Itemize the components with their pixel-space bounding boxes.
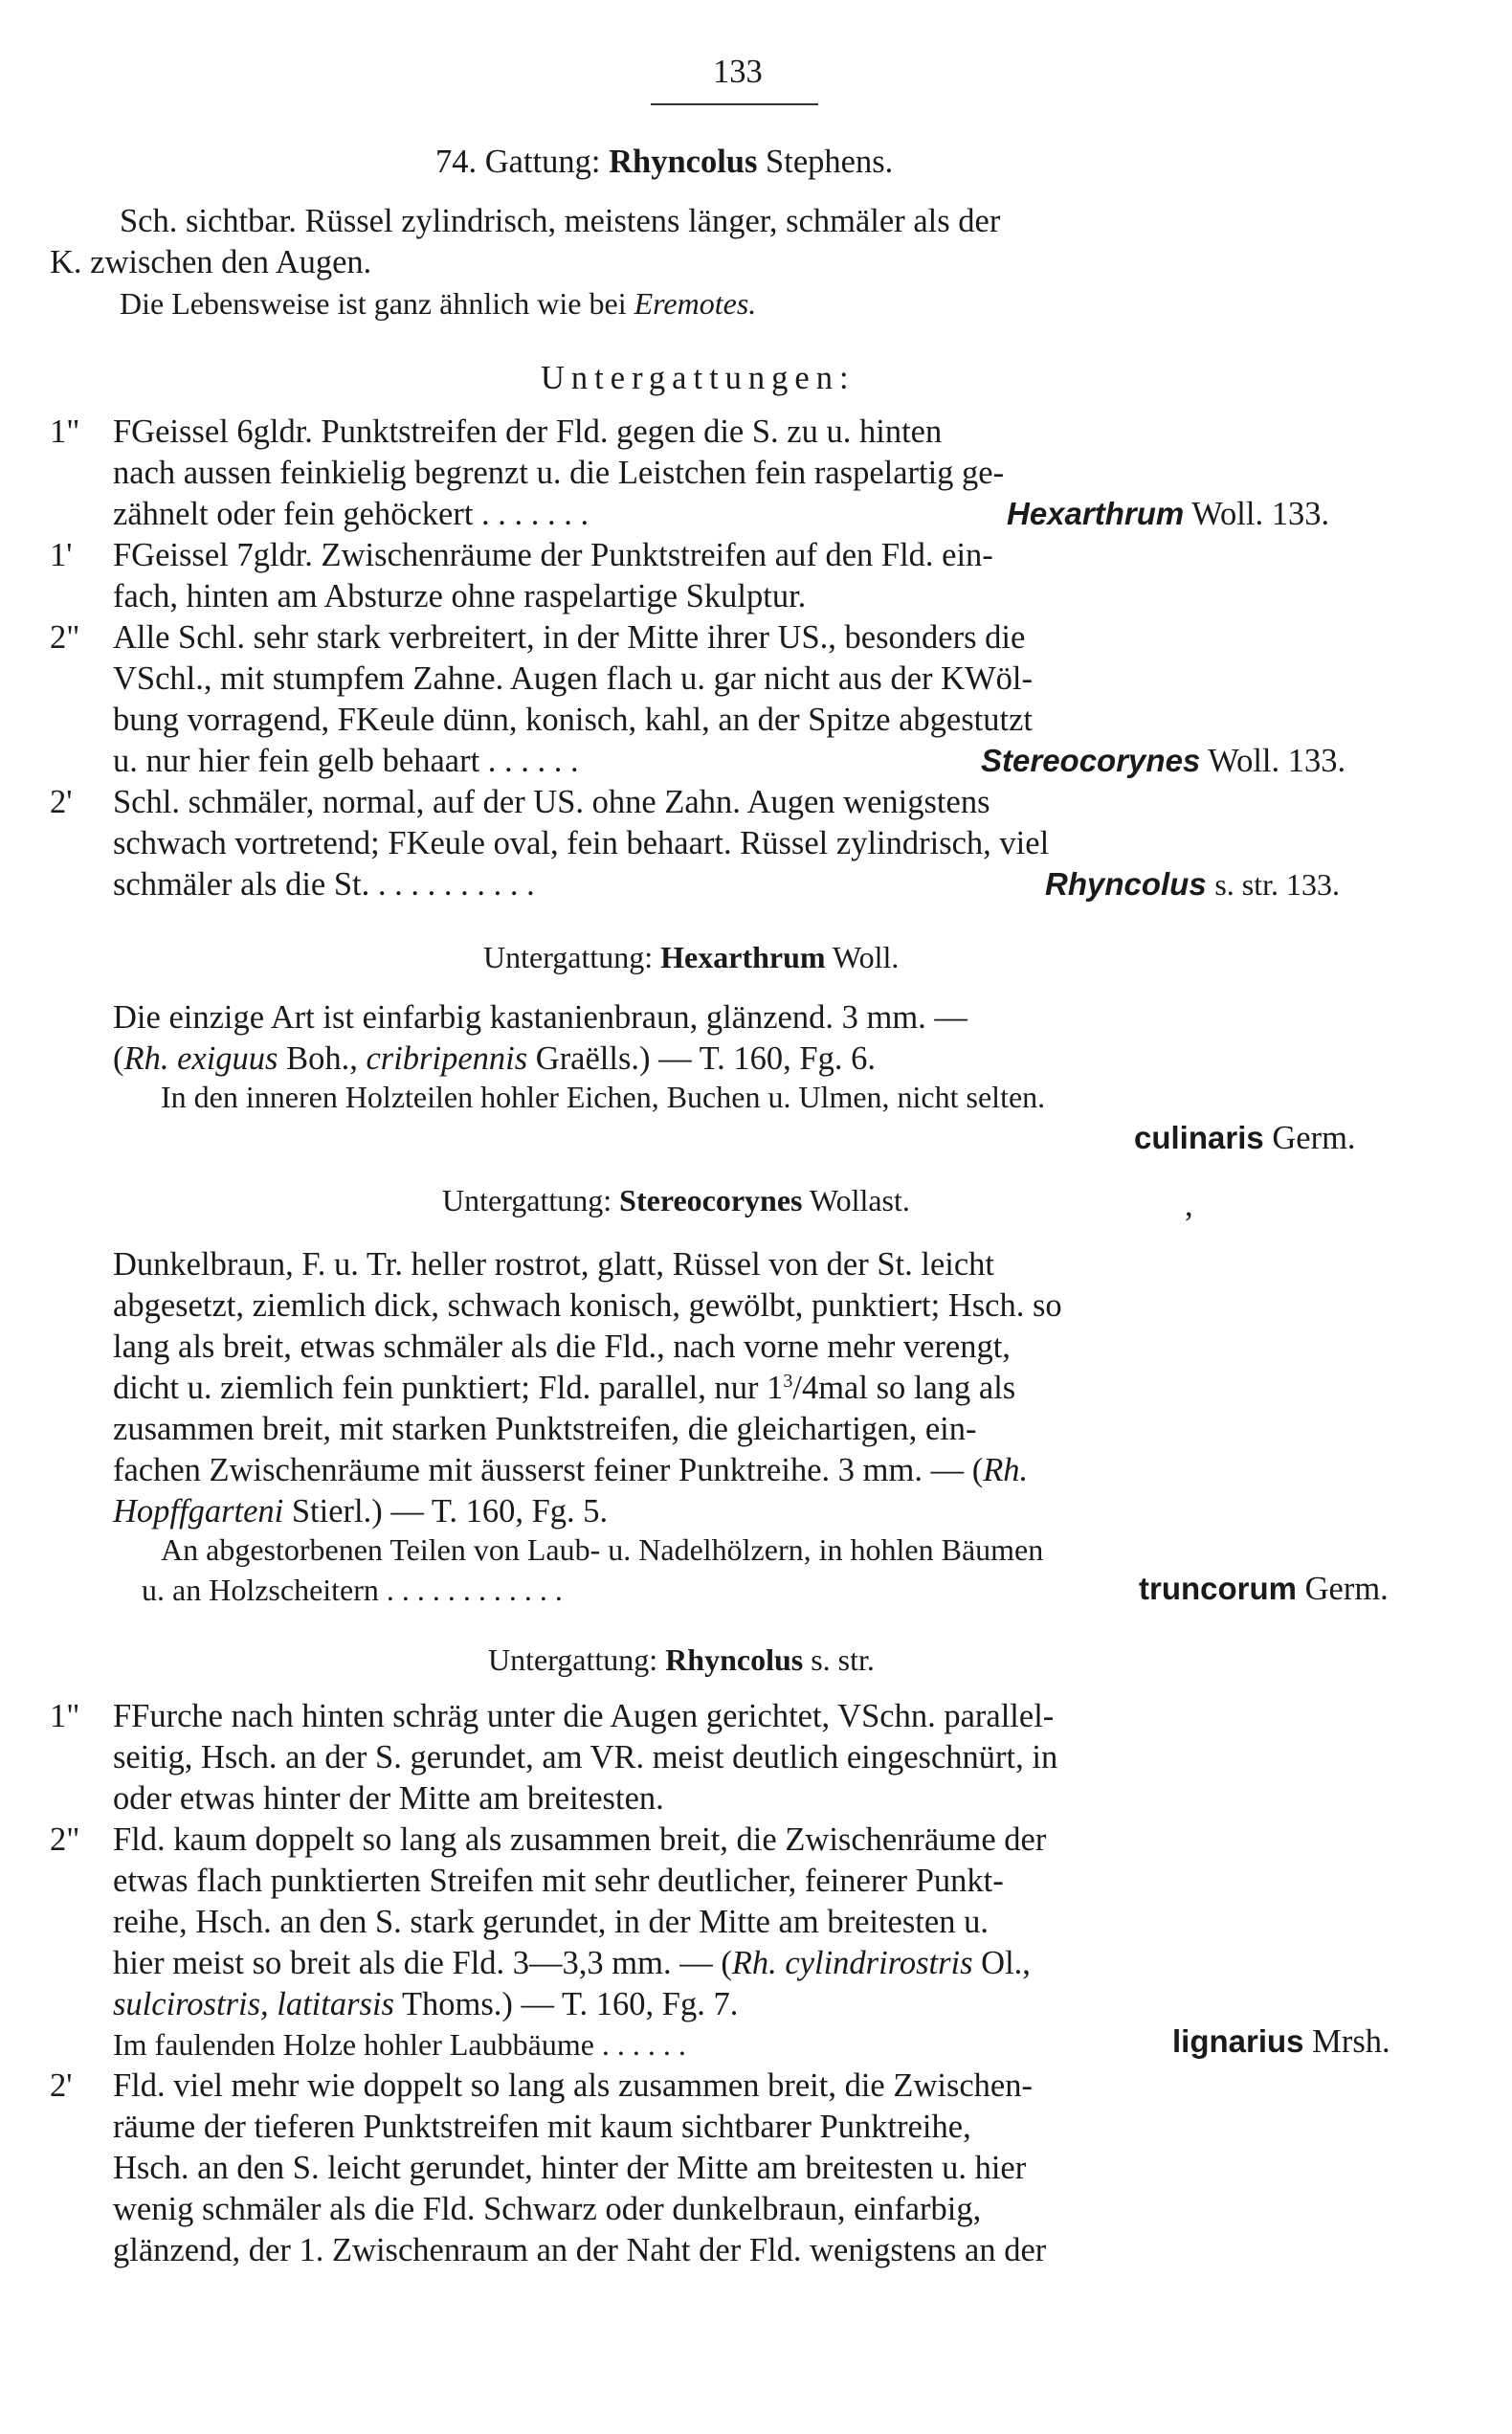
text-span: Ol.,	[972, 1945, 1031, 1981]
species-author: Germ.	[1304, 1571, 1389, 1607]
intro-line-3	[120, 288, 756, 319]
rhyncolus-2b-line-2: räume der tieferen Punktstreifen mit kaum sichtbarer Punktreihe,	[113, 2109, 971, 2145]
key-num: 2'	[50, 784, 73, 820]
key-1b-line-1: FGeissel 7gldr. Zwischenräume der Punktstreifen auf den Fld. ein-	[113, 537, 993, 573]
synonym-name: cribripennis	[366, 1040, 528, 1077]
subgenus-prefix: Untergattung:	[442, 1183, 612, 1217]
rhyncolus-2a-line-1: Fld. kaum doppelt so lang als zusammen breit, die Zwischenräume der	[113, 1821, 1047, 1858]
subgenus-heading-hexarthrum	[483, 942, 899, 972]
stereocorynes-line-4	[113, 1372, 1015, 1405]
key-num: 2"	[50, 619, 80, 656]
key-num: 2'	[50, 2067, 73, 2104]
text-span: Boh.,	[278, 1040, 367, 1077]
subgenus-heading-stereocorynes	[442, 1185, 910, 1216]
rhyncolus-2b-line-1: Fld. viel mehr wie doppelt so lang als zusammen breit, die Zwischen-	[113, 2067, 1033, 2104]
intro-line-2: K. zwischen den Augen.	[50, 244, 372, 280]
species-name: culinaris	[1134, 1120, 1264, 1155]
key-2b-line-3: schmäler als die St. . . . . . . . . . .	[113, 866, 535, 903]
key-1a-line-3: zähnelt oder fein gehöckert . . . . . . .	[113, 496, 589, 532]
subgenus-author: Wollast.	[809, 1183, 910, 1217]
stereocorynes-line-6	[113, 1454, 1028, 1487]
species-author: Mrsh.	[1312, 2023, 1390, 2060]
rhyncolus-2b-line-5: glänzend, der 1. Zwischenraum an der Naht der Fld. wenigstens an der	[113, 2232, 1047, 2268]
key-2b-line-1: Schl. schmäler, normal, auf der US. ohne Zahn. Augen wenigstens	[113, 784, 990, 820]
stereocorynes-habitat-1: An abgestorbenen Teilen von Laub- u. Nadelhölzern, in hohlen Bäumen	[161, 1532, 1044, 1567]
synonym-name: Rh.	[983, 1452, 1029, 1488]
genus-name: Rhyncolus	[609, 144, 758, 180]
subgenus-name: Stereocorynes	[619, 1183, 803, 1217]
key-num: 2"	[50, 1821, 80, 1858]
genus-author: Stephens.	[766, 144, 894, 180]
genus-prefix: 74. Gattung:	[435, 144, 601, 180]
synonym-name: Rh. exiguus	[123, 1040, 278, 1077]
rhyncolus-2a-line-3: reihe, Hsch. an den S. stark gerundet, in der Mitte am breitesten u.	[113, 1904, 989, 1940]
key-1a-line-1: FGeissel 6gldr. Punktstreifen der Fld. gegen die S. zu u. hinten	[113, 413, 943, 450]
taxon-name: Rhyncolus	[1045, 866, 1207, 902]
text-span: fachen Zwischenräume mit äusserst feiner Punktreihe. 3 mm. — (	[113, 1452, 984, 1488]
text-span: Graëlls.) — T. 160, Fg. 6.	[527, 1040, 876, 1077]
subgenus-name: Rhyncolus	[665, 1642, 804, 1677]
key-1b-line-2: fach, hinten am Absturze ohne raspelartige Skulptur.	[113, 578, 807, 614]
synonym-name: Rh. cylindrirostris	[731, 1945, 973, 1981]
key-1a-line-2: nach aussen feinkielig begrenzt u. die Leistchen fein raspelartig ge-	[113, 455, 1005, 491]
key-num: 1"	[50, 413, 80, 450]
key-1a-taxon	[1007, 498, 1329, 531]
rhyncolus-2a-line-5	[113, 1988, 738, 2021]
fraction-numerator: 3	[783, 1371, 793, 1392]
rhyncolus-1-line-1: FFurche nach hinten schräg unter die Augen gerichtet, VSchn. parallel-	[113, 1698, 1055, 1734]
stereocorynes-habitat-2: u. an Holzscheitern . . . . . . . . . . . .	[142, 1573, 563, 1607]
key-2a-line-1: Alle Schl. sehr stark verbreitert, in der Mitte ihrer US., besonders die	[113, 619, 1026, 656]
subgenus-name: Hexarthrum	[660, 940, 826, 974]
rhyncolus-1-line-2: seitig, Hsch. an der S. gerundet, am VR. meist deutlich eingeschnürt, in	[113, 1739, 1058, 1775]
hexarthrum-habitat: In den inneren Holzteilen hohler Eichen, Buchen u. Ulmen, nicht selten.	[161, 1080, 1046, 1114]
key-2a-taxon	[981, 745, 1345, 778]
stereocorynes-line-3: lang als breit, etwas schmäler als die Fld., nach vorne mehr verengt,	[113, 1329, 1011, 1365]
key-2a-line-3: bung vorragend, FKeule dünn, konisch, kahl, an der Spitze abgestutzt	[113, 702, 1033, 738]
subgenus-prefix: Untergattung:	[488, 1642, 658, 1677]
text-span: /4mal so lang als	[792, 1370, 1016, 1406]
rhyncolus-1-line-3: oder etwas hinter der Mitte am breitesten.	[113, 1780, 664, 1817]
synonym-name: sulcirostris, latitarsis	[113, 1986, 394, 2022]
rhyncolus-2a-line-4	[113, 1947, 1031, 1980]
taxon-ref: s. str. 133.	[1214, 867, 1341, 902]
text-span: Stierl.) — T. 160, Fg. 5.	[283, 1493, 609, 1530]
text-span: Thoms.) — T. 160, Fg. 7.	[393, 1986, 739, 2022]
key-num: 1"	[50, 1698, 80, 1734]
subgenus-author: Woll.	[832, 940, 900, 974]
stereocorynes-line-1: Dunkelbraun, F. u. Tr. heller rostrot, glatt, Rüssel von der St. leicht	[113, 1246, 995, 1283]
rhyncolus-2b-line-4: wenig schmäler als die Fld. Schwarz oder dunkelbraun, einfarbig,	[113, 2191, 982, 2227]
key-title: Untergattungen:	[541, 360, 856, 396]
stereocorynes-line-2: abgesetzt, ziemlich dick, schwach konisch, gewölbt, punktiert; Hsch. so	[113, 1287, 1062, 1324]
rhyncolus-2a-habitat: Im faulenden Holze hohler Laubbäume . . . . . .	[113, 2027, 686, 2062]
intro-line-1: Sch. sichtbar. Rüssel zylindrisch, meistens länger, schmäler als der	[120, 203, 1001, 239]
page-number: 133	[713, 54, 763, 90]
subgenus-prefix: Untergattung:	[483, 940, 654, 974]
rhyncolus-2b-line-3: Hsch. an den S. leicht gerundet, hinter der Mitte am breitesten u. hier	[113, 2150, 1027, 2186]
key-2a-line-4: u. nur hier fein gelb behaart . . . . . .	[113, 743, 579, 779]
subgenus-author: s. str.	[811, 1642, 875, 1677]
hexarthrum-line-1: Die einzige Art ist einfarbig kastanienbraun, glänzend. 3 mm. —	[113, 999, 967, 1036]
text-span: hier meist so breit als die Fld. 3—3,3 mm. — (	[113, 1945, 732, 1981]
taxon-name: Hexarthrum	[1007, 496, 1185, 531]
header-rule	[651, 103, 818, 105]
taxon-ref: Woll. 133.	[1208, 743, 1346, 779]
species-name: truncorum	[1139, 1571, 1297, 1606]
species-author: Germ.	[1272, 1120, 1356, 1156]
key-2b-line-2: schwach vortretend; FKeule oval, fein behaart. Rüssel zylindrisch, viel	[113, 825, 1050, 861]
genus-heading	[435, 145, 893, 179]
taxon-name: Stereocorynes	[981, 743, 1201, 778]
key-2b-taxon	[1045, 868, 1340, 902]
rhyncolus-2a-species	[1172, 2025, 1390, 2059]
stereocorynes-species	[1139, 1573, 1389, 1606]
hexarthrum-species	[1134, 1122, 1356, 1155]
intro-text: Die Lebensweise ist ganz ähnlich wie bei	[120, 286, 627, 321]
text-span: dicht u. ziemlich fein punktiert; Fld. parallel, nur 1	[113, 1370, 784, 1406]
key-2a-line-2: VSchl., mit stumpfem Zahne. Augen flach u. gar nicht aus der KWöl-	[113, 660, 1033, 697]
key-num: 1'	[50, 537, 73, 573]
intro-genus-ref: Eremotes.	[634, 286, 757, 321]
stray-mark: ,	[1185, 1187, 1193, 1223]
text-span: (	[113, 1040, 124, 1077]
hexarthrum-line-2	[113, 1042, 876, 1076]
subgenus-heading-rhyncolus	[488, 1644, 875, 1675]
rhyncolus-2a-line-2: etwas flach punktierten Streifen mit sehr deutlicher, feinerer Punkt-	[113, 1863, 1004, 1899]
synonym-name: Hopffgarteni	[113, 1493, 284, 1530]
stereocorynes-line-7	[113, 1495, 608, 1529]
species-name: lignarius	[1172, 2023, 1304, 2059]
taxon-ref: Woll. 133.	[1191, 496, 1330, 532]
stereocorynes-line-5: zusammen breit, mit starken Punktstreifen, die gleichartigen, ein-	[113, 1411, 977, 1447]
